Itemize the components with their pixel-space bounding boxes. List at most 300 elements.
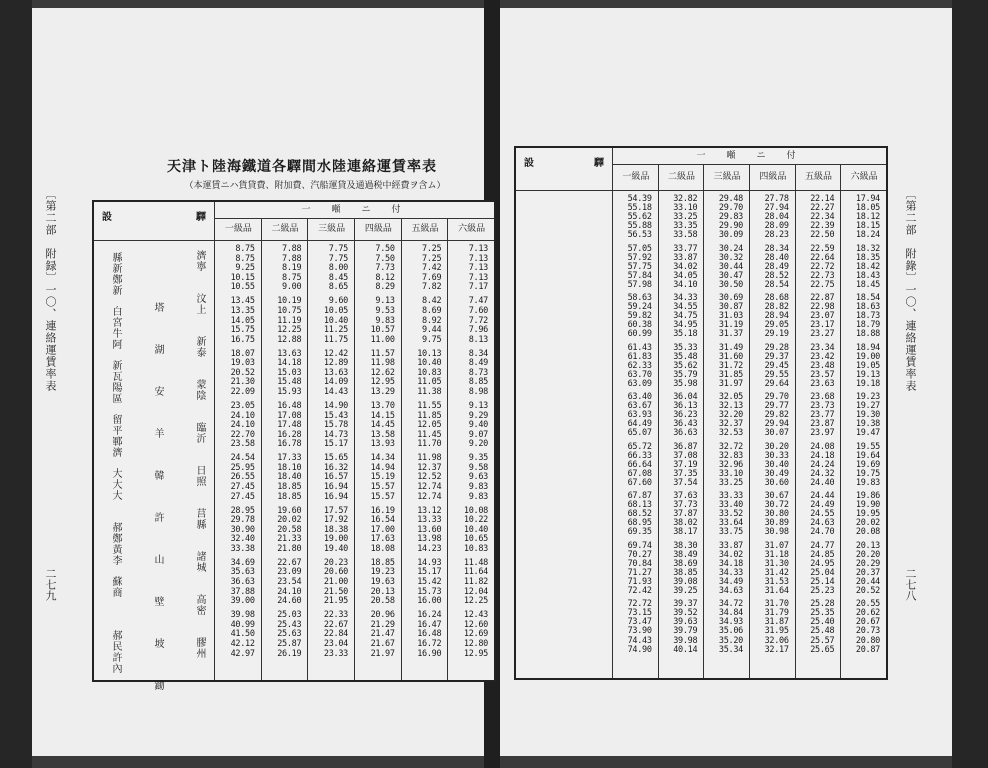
- rate-cell: 63.40: [627, 392, 652, 402]
- rate-cell: 21.80: [277, 543, 302, 554]
- book-edge-left: [0, 0, 32, 768]
- rate-cell: 39.00: [230, 596, 255, 607]
- rate-cell: 16.94: [323, 482, 348, 492]
- rate-cell: 31.07: [764, 540, 789, 551]
- rate-cell: 22.33: [323, 610, 348, 621]
- rate-cell: 8.13: [468, 334, 488, 345]
- rate-cell: 65.72: [627, 441, 652, 452]
- rate-cell: 35.98: [673, 378, 698, 389]
- rate-cell: 25.63: [277, 629, 302, 640]
- rate-cell: 31.97: [718, 378, 743, 389]
- rate-cell: 30.72: [764, 500, 789, 511]
- rate-cell: 36.04: [673, 392, 698, 402]
- rate-cell: 13.29: [370, 387, 395, 397]
- rate-cell: 8.65: [328, 282, 348, 293]
- station-name: 郝民許內: [110, 630, 121, 674]
- station-name: 山: [152, 554, 163, 565]
- rate-cell: 19.83: [855, 477, 880, 488]
- rate-cell: 21.33: [277, 534, 302, 545]
- rate-cell: 72.72: [627, 599, 652, 610]
- rate-cell: 31.37: [718, 329, 743, 340]
- rate-cell: 9.40: [468, 420, 488, 431]
- rate-cell: 40.99: [230, 619, 255, 630]
- rate-cell: 19.60: [277, 505, 302, 516]
- rate-cell: 16.00: [417, 596, 442, 607]
- book-edge-right: [952, 0, 988, 768]
- rate-cell: 36.87: [673, 441, 698, 452]
- rate-cell: 29.48: [718, 194, 743, 204]
- rate-cell: 15.75: [230, 325, 255, 336]
- rate-cell: 24.85: [810, 549, 835, 560]
- rate-cell: 23.87: [810, 419, 835, 430]
- header-group: 一 噸 ニ 付: [612, 148, 886, 165]
- rate-cell: 18.88: [855, 329, 880, 340]
- rate-cell: 24.77: [810, 540, 835, 551]
- header-group: 一 噸 ニ 付: [214, 202, 494, 219]
- rate-cell: 30.33: [764, 450, 789, 461]
- station-name: 白宮牛阿: [110, 306, 121, 350]
- rate-cell: 29.28: [764, 342, 789, 353]
- rate-cell: 32.53: [718, 428, 743, 439]
- station-name: 坡: [152, 638, 163, 649]
- rate-cell: 13.35: [230, 305, 255, 316]
- rate-cell: 15.57: [370, 482, 395, 492]
- rate-cell: 13.33: [417, 515, 442, 526]
- rate-cell: 21.00: [323, 577, 348, 587]
- rate-cell: 34.75: [673, 311, 698, 322]
- rate-cell: 23.07: [810, 311, 835, 322]
- rate-cell: 32.20: [718, 410, 743, 421]
- rate-cell: 33.52: [718, 509, 743, 520]
- rate-cell: 19.47: [855, 428, 880, 439]
- rate-cell: 31.85: [718, 369, 743, 380]
- rate-cell: 63.09: [627, 378, 652, 389]
- class-header: 四級品: [749, 165, 796, 190]
- rate-cell: 16.32: [323, 462, 348, 473]
- left-page: [32, 8, 488, 756]
- class-header: 一級品: [214, 219, 262, 240]
- class-header: 二級品: [261, 219, 309, 240]
- rate-cell: 34.84: [718, 608, 743, 619]
- rate-cell: 18.08: [370, 543, 395, 554]
- rate-cell: 21.97: [370, 648, 395, 659]
- rate-cell: 11.48: [463, 557, 488, 568]
- rate-cell: 19.03: [230, 358, 255, 369]
- rate-cell: 30.69: [718, 293, 743, 303]
- rate-cell: 25.65: [810, 644, 835, 655]
- rate-cell: 32.82: [673, 194, 698, 204]
- rate-cell: 38.02: [673, 518, 698, 529]
- rate-cell: 23.48: [810, 360, 835, 371]
- rate-cell: 10.57: [370, 325, 395, 336]
- rate-cell: 20.52: [230, 367, 255, 378]
- rate-cell: 55.88: [627, 221, 652, 232]
- class-header: 五級品: [795, 165, 842, 190]
- station-header-a: 驛: [594, 158, 604, 169]
- rate-cell: 15.43: [323, 410, 348, 421]
- rate-cell: 29.64: [764, 378, 789, 389]
- rate-cell: 16.90: [417, 648, 442, 659]
- rate-cell: 31.03: [718, 311, 743, 322]
- rate-cell: 71.93: [627, 576, 652, 587]
- rate-cell: 31.72: [718, 360, 743, 371]
- rate-cell: 23.73: [810, 401, 835, 412]
- rate-cell: 29.70: [718, 203, 743, 214]
- rate-cell: 18.85: [370, 557, 395, 568]
- rate-cell: 27.45: [230, 482, 255, 492]
- rate-cell: 21.67: [370, 638, 395, 649]
- rate-cell: 19.00: [855, 351, 880, 362]
- rate-cell: 9.35: [468, 453, 488, 464]
- column-divider: [658, 164, 659, 678]
- rate-cell: 23.58: [230, 439, 255, 450]
- rate-cell: 24.10: [230, 420, 255, 431]
- rate-cell: 13.58: [370, 429, 395, 440]
- column-divider: [354, 218, 355, 680]
- station-name: 蘇商: [110, 576, 121, 598]
- rate-cell: 22.27: [810, 203, 835, 214]
- rate-cell: 19.75: [855, 468, 880, 479]
- rate-cell: 73.15: [627, 608, 652, 619]
- rate-cell: 35.63: [230, 567, 255, 578]
- column-divider: [795, 164, 796, 678]
- rate-cell: 10.75: [277, 305, 302, 316]
- rate-cell: 12.43: [463, 610, 488, 621]
- rate-cell: 23.68: [810, 392, 835, 402]
- rate-cell: 19.05: [855, 360, 880, 371]
- rate-cell: 19.55: [855, 441, 880, 452]
- station-name: 郝鄭黃李: [110, 522, 121, 566]
- rate-cell: 28.04: [764, 212, 789, 223]
- rate-cell: 22.39: [810, 221, 835, 232]
- rate-cell: 68.52: [627, 509, 652, 520]
- rate-cell: 11.57: [370, 348, 395, 359]
- rate-cell: 11.70: [417, 439, 442, 450]
- rate-cell: 30.60: [764, 477, 789, 488]
- column-divider: [703, 164, 704, 678]
- rate-cell: 57.98: [627, 279, 652, 290]
- rate-cell: 11.19: [277, 315, 302, 326]
- rate-cell: 19.18: [855, 378, 880, 389]
- rate-cell: 25.43: [277, 619, 302, 630]
- rate-cell: 72.42: [627, 586, 652, 596]
- station-name: 塔: [152, 302, 163, 313]
- station-name: 諸城: [194, 551, 205, 573]
- rate-cell: 16.47: [417, 619, 442, 630]
- rate-cell: 10.55: [230, 282, 255, 293]
- rate-cell: 9.63: [468, 472, 488, 483]
- rate-cell: 8.75: [235, 253, 255, 264]
- rate-cell: 64.49: [627, 419, 652, 430]
- class-header: 三級品: [307, 219, 355, 240]
- rate-cell: 25.40: [810, 617, 835, 628]
- rate-cell: 18.85: [277, 491, 302, 502]
- rate-cell: 7.13: [468, 253, 488, 264]
- rate-cell: 18.73: [855, 311, 880, 322]
- rate-cell: 20.13: [855, 540, 880, 551]
- rate-cell: 29.37: [764, 351, 789, 362]
- rate-cell: 23.34: [810, 342, 835, 353]
- rate-cell: 32.96: [718, 459, 743, 470]
- rate-cell: 22.70: [230, 429, 255, 440]
- rate-cell: 12.52: [417, 472, 442, 483]
- rate-cell: 14.09: [323, 377, 348, 388]
- rate-cell: 61.83: [627, 351, 652, 362]
- rate-cell: 54.39: [627, 194, 652, 204]
- rate-cell: 8.69: [422, 305, 442, 316]
- rate-cell: 28.52: [764, 270, 789, 281]
- rate-cell: 61.43: [627, 342, 652, 353]
- rate-cell: 11.85: [417, 410, 442, 421]
- station-name: 濟寧: [194, 250, 205, 272]
- rate-cell: 20.20: [855, 549, 880, 560]
- rate-cell: 30.09: [718, 230, 743, 241]
- rate-cell: 33.58: [673, 230, 698, 241]
- rate-cell: 38.69: [673, 558, 698, 569]
- rate-cell: 73.47: [627, 617, 652, 628]
- rate-cell: 36.63: [673, 428, 698, 439]
- rate-cell: 28.68: [764, 293, 789, 303]
- rate-cell: 24.60: [277, 596, 302, 607]
- rate-cell: 12.37: [417, 462, 442, 473]
- rate-cell: 13.45: [230, 296, 255, 307]
- rate-cell: 14.45: [370, 420, 395, 431]
- rate-cell: 19.23: [855, 392, 880, 402]
- rate-cell: 12.25: [463, 596, 488, 607]
- rate-cell: 34.02: [718, 549, 743, 560]
- rate-cell: 12.88: [277, 334, 302, 345]
- rate-cell: 24.70: [810, 527, 835, 538]
- rate-cell: 33.25: [718, 477, 743, 488]
- rate-cell: 18.38: [323, 524, 348, 535]
- rate-cell: 7.96: [468, 325, 488, 336]
- rate-cell: 35.62: [673, 360, 698, 371]
- rate-cell: 25.04: [810, 567, 835, 578]
- rate-cell: 31.19: [718, 320, 743, 331]
- rate-cell: 8.75: [235, 244, 255, 254]
- rate-cell: 19.64: [855, 450, 880, 461]
- rate-cell: 34.95: [673, 320, 698, 331]
- station-name: 日照: [194, 465, 205, 487]
- rate-cell: 33.64: [718, 518, 743, 529]
- rate-cell: 7.75: [328, 244, 348, 254]
- rate-cell: 18.54: [855, 293, 880, 303]
- rate-cell: 22.98: [810, 302, 835, 313]
- rate-cell: 17.63: [370, 534, 395, 545]
- rate-cell: 7.69: [422, 272, 442, 283]
- rate-cell: 32.72: [718, 441, 743, 452]
- rate-cell: 33.25: [673, 212, 698, 223]
- rate-cell: 15.57: [370, 491, 395, 502]
- rate-cell: 15.03: [277, 367, 302, 378]
- rate-cell: 20.37: [855, 567, 880, 578]
- rate-cell: 32.37: [718, 419, 743, 430]
- rate-cell: 7.13: [468, 244, 488, 254]
- rate-cell: 8.00: [328, 263, 348, 274]
- rate-cell: 25.48: [810, 626, 835, 637]
- rate-cell: 33.40: [718, 500, 743, 511]
- rate-cell: 36.63: [230, 577, 255, 587]
- rate-cell: 10.08: [463, 505, 488, 516]
- rate-cell: 14.18: [277, 358, 302, 369]
- rate-cell: 30.80: [764, 509, 789, 520]
- rate-cell: 63.67: [627, 401, 652, 412]
- rate-cell: 15.93: [277, 387, 302, 397]
- station-name: 安: [152, 386, 163, 397]
- station-name: 汶上: [194, 293, 205, 315]
- rate-cell: 7.13: [468, 272, 488, 283]
- rate-cell: 7.88: [282, 253, 302, 264]
- rate-cell: 7.88: [282, 244, 302, 254]
- rate-cell: 71.27: [627, 567, 652, 578]
- rate-cell: 18.94: [855, 342, 880, 353]
- rate-cell: 74.43: [627, 635, 652, 646]
- rate-cell: 16.19: [370, 505, 395, 516]
- column-divider: [401, 218, 402, 680]
- rate-cell: 7.17: [468, 282, 488, 293]
- rate-cell: 12.60: [463, 619, 488, 630]
- rate-cell: 37.19: [673, 459, 698, 470]
- rate-cell: 19.30: [855, 410, 880, 421]
- rate-table: [514, 146, 888, 680]
- rate-cell: 8.98: [468, 387, 488, 397]
- rate-cell: 24.44: [810, 491, 835, 501]
- station-name: 許: [152, 512, 163, 523]
- rate-cell: 31.87: [764, 617, 789, 628]
- rate-cell: 42.12: [230, 638, 255, 649]
- rate-cell: 30.90: [230, 524, 255, 535]
- rate-cell: 9.29: [468, 410, 488, 421]
- rate-cell: 28.82: [764, 302, 789, 313]
- rate-cell: 29.19: [764, 329, 789, 340]
- rate-cell: 23.27: [810, 329, 835, 340]
- rate-cell: 22.09: [230, 387, 255, 397]
- rate-cell: 29.78: [230, 515, 255, 526]
- rate-cell: 8.42: [422, 296, 442, 307]
- station-name: 留平鄆濟: [110, 414, 121, 458]
- rate-cell: 24.63: [810, 518, 835, 529]
- rate-cell: 12.05: [417, 420, 442, 431]
- rate-cell: 23.33: [323, 648, 348, 659]
- rate-cell: 33.77: [673, 243, 698, 254]
- rate-cell: 18.63: [855, 302, 880, 313]
- rate-cell: 60.38: [627, 320, 652, 331]
- rate-cell: 9.58: [468, 462, 488, 473]
- rate-cell: 32.06: [764, 635, 789, 646]
- rate-cell: 35.48: [673, 351, 698, 362]
- rate-cell: 28.40: [764, 252, 789, 263]
- rate-cell: 24.08: [810, 441, 835, 452]
- rate-cell: 59.82: [627, 311, 652, 322]
- class-header: 三級品: [703, 165, 750, 190]
- rate-cell: 20.02: [277, 515, 302, 526]
- rate-cell: 22.64: [810, 252, 835, 263]
- rate-cell: 14.23: [417, 543, 442, 554]
- station-name: 新瓦陽區: [110, 360, 121, 404]
- rate-cell: 30.44: [718, 261, 743, 272]
- rate-cell: 33.10: [673, 203, 698, 214]
- rate-cell: 21.50: [323, 586, 348, 597]
- rate-cell: 11.38: [417, 387, 442, 397]
- rate-cell: 10.05: [323, 305, 348, 316]
- rate-cell: 13.63: [277, 348, 302, 359]
- rate-cell: 11.25: [323, 325, 348, 336]
- rate-cell: 24.10: [277, 586, 302, 597]
- rate-cell: 9.13: [468, 400, 488, 411]
- rate-cell: 69.35: [627, 527, 652, 538]
- rate-cell: 22.75: [810, 279, 835, 290]
- class-header: 一級品: [612, 165, 659, 190]
- rate-cell: 18.40: [277, 472, 302, 483]
- rate-cell: 9.53: [375, 305, 395, 316]
- rate-cell: 8.73: [468, 367, 488, 378]
- rate-cell: 66.64: [627, 459, 652, 470]
- rate-cell: 8.49: [468, 358, 488, 369]
- rate-cell: 19.90: [855, 500, 880, 511]
- rate-cell: 19.38: [855, 419, 880, 430]
- rate-cell: 29.55: [764, 369, 789, 380]
- rate-cell: 28.94: [764, 311, 789, 322]
- rate-cell: 25.57: [810, 635, 835, 646]
- rate-cell: 30.47: [718, 270, 743, 281]
- rate-cell: 18.10: [277, 462, 302, 473]
- rate-cell: 14.05: [230, 315, 255, 326]
- rate-cell: 67.60: [627, 477, 652, 488]
- rate-cell: 21.47: [370, 629, 395, 640]
- rate-cell: 15.42: [417, 577, 442, 587]
- rate-cell: 37.87: [673, 509, 698, 520]
- rate-cell: 13.63: [323, 367, 348, 378]
- rate-cell: 27.45: [230, 491, 255, 502]
- station-name: 膠州: [194, 637, 205, 659]
- rate-cell: 32.40: [230, 534, 255, 545]
- rate-cell: 12.69: [463, 629, 488, 640]
- rate-cell: 57.84: [627, 270, 652, 281]
- running-head: 〔第二部 附録〕一〇、連絡運賃率表: [44, 188, 57, 392]
- rate-cell: 29.45: [764, 360, 789, 371]
- station-name: 韓: [152, 470, 163, 481]
- rate-cell: 38.30: [673, 540, 698, 551]
- rate-cell: 28.49: [764, 261, 789, 272]
- column-divider: [307, 218, 308, 680]
- rate-cell: 24.54: [230, 453, 255, 464]
- rate-cell: 28.34: [764, 243, 789, 254]
- rate-cell: 39.25: [673, 586, 698, 596]
- station-name: 蒙陰: [194, 379, 205, 401]
- rate-cell: 29.77: [764, 401, 789, 412]
- rate-cell: 21.30: [230, 377, 255, 388]
- rate-cell: 13.93: [370, 439, 395, 450]
- rate-cell: 18.42: [855, 261, 880, 272]
- rate-cell: 16.48: [417, 629, 442, 640]
- rate-cell: 34.18: [718, 558, 743, 569]
- rate-cell: 11.45: [417, 429, 442, 440]
- rate-cell: 11.82: [463, 577, 488, 587]
- rate-cell: 30.40: [764, 459, 789, 470]
- rate-cell: 63.93: [627, 410, 652, 421]
- rate-cell: 32.83: [718, 450, 743, 461]
- rate-cell: 9.83: [468, 482, 488, 492]
- rate-cell: 31.79: [764, 608, 789, 619]
- rate-cell: 18.05: [855, 203, 880, 214]
- rate-cell: 13.12: [417, 505, 442, 516]
- rate-cell: 58.63: [627, 293, 652, 303]
- class-header: 四級品: [354, 219, 402, 240]
- column-divider: [447, 218, 448, 680]
- running-head: 〔第二部 附錄〕一〇、連絡運賃率表: [904, 188, 917, 392]
- rate-cell: 31.42: [764, 567, 789, 578]
- rate-cell: 20.52: [855, 586, 880, 596]
